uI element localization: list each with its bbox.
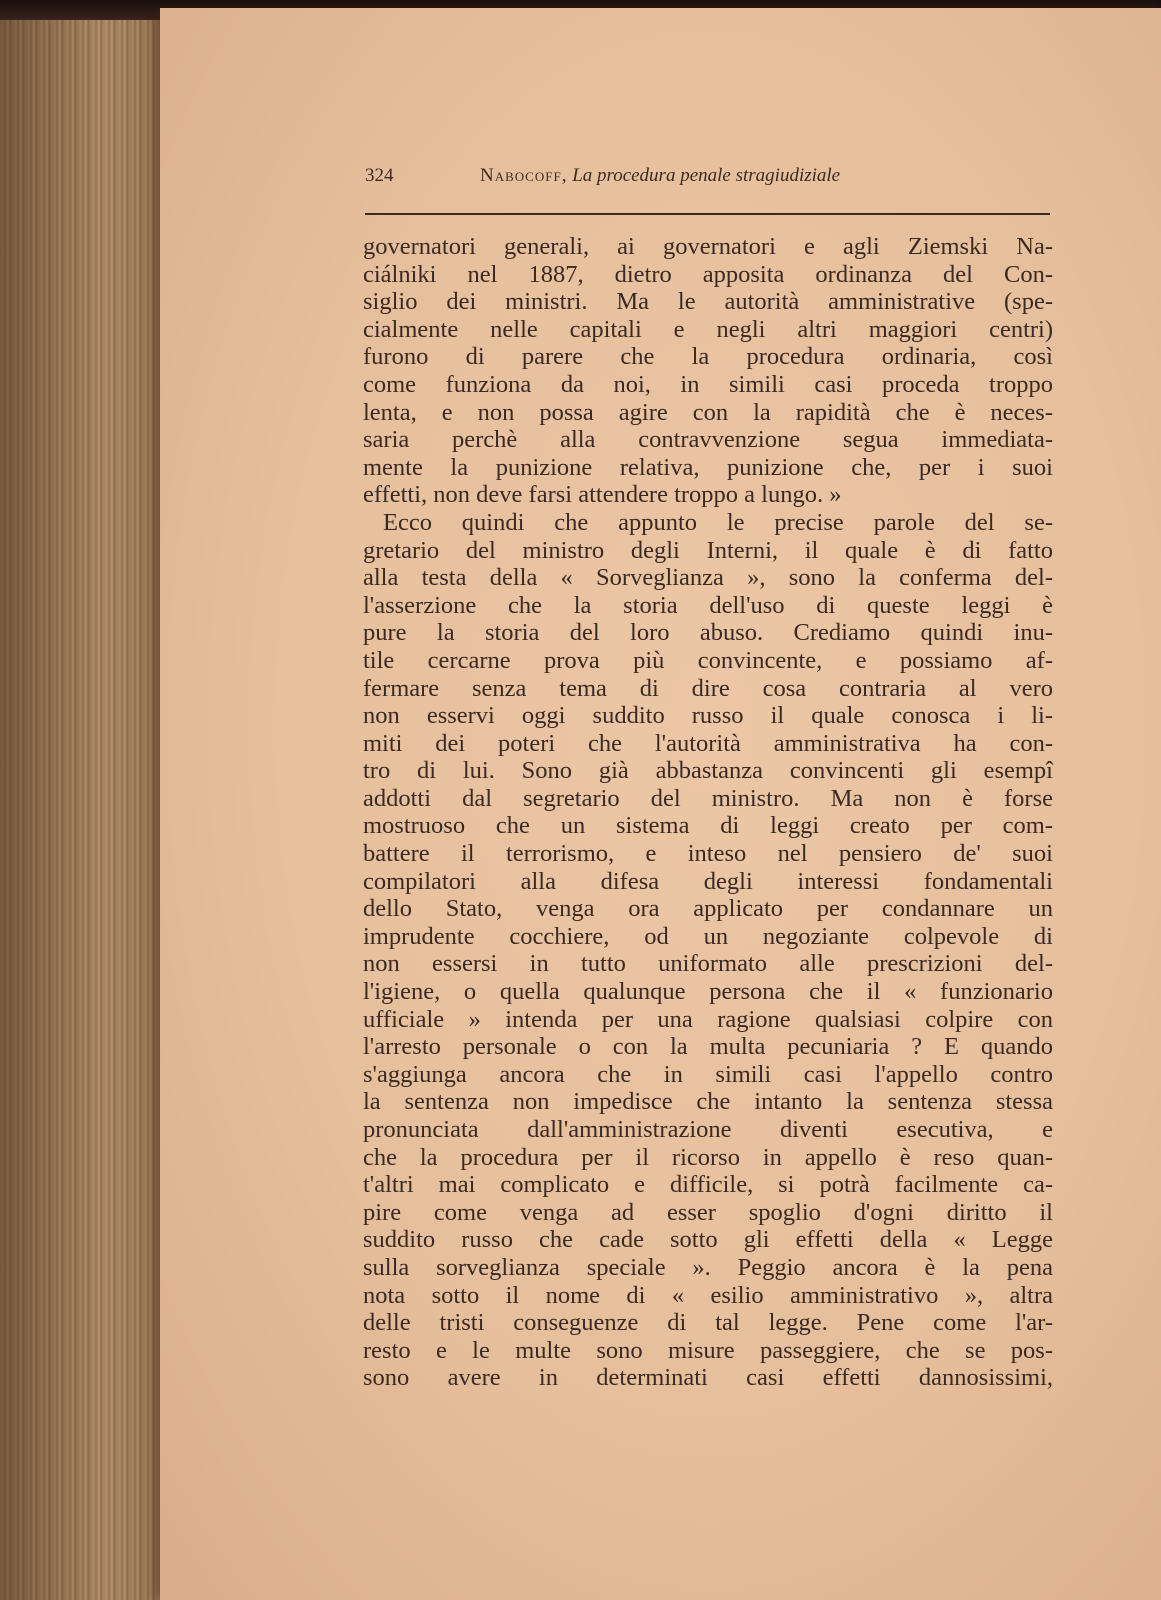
text-line: effetti, non deve farsi attendere troppo a lungo. » bbox=[363, 481, 842, 509]
text-line: fermare senza tema di dire cosa contraria al vero bbox=[363, 674, 1053, 702]
text-line: addotti dal segretario del ministro. Ma non è forse bbox=[363, 784, 1053, 812]
text-line: dello Stato, venga ora applicato per condannare un bbox=[363, 895, 1053, 923]
text-line: suddito russo che cade sotto gli effetti della « Legge bbox=[363, 1226, 1053, 1254]
text-line: Ecco quindi che appunto le precise parole del se- bbox=[383, 508, 1053, 536]
running-head bbox=[365, 165, 1050, 195]
text-line: non esservi oggi suddito russo il quale conosca i li- bbox=[363, 702, 1053, 730]
text-line: governatori generali, ai governatori e agli Ziemski Na- bbox=[363, 233, 1053, 260]
text-line: t'altri mai complicato e difficile, si potrà facilmente ca- bbox=[363, 1171, 1053, 1199]
text-line: l'igiene, o quella qualunque persona che il « funzionario bbox=[363, 978, 1053, 1006]
text-line: pire come venga ad esser spoglio d'ogni diritto il bbox=[363, 1198, 1053, 1226]
text-line: sono avere in determinati casi effetti dannosissimi, bbox=[363, 1364, 1053, 1392]
text-line: nota sotto il nome di « esilio amministrativo », altra bbox=[363, 1281, 1053, 1309]
text-line: s'aggiunga ancora che in simili casi l'appello contro bbox=[363, 1060, 1053, 1088]
text-line: delle tristi conseguenze di tal legge. Pene come l'ar- bbox=[363, 1309, 1053, 1337]
page-stack-shadow bbox=[0, 20, 175, 1600]
text-line: ufficiale » intenda per una ragione qualsiasi colpire con bbox=[363, 1005, 1053, 1033]
text-line: pronunciata dall'amministrazione diventi esecutiva, e bbox=[363, 1116, 1053, 1143]
text-line: mente la punizione relativa, punizione che, per i suoi bbox=[363, 453, 1053, 481]
text-line: pure la storia del loro abuso. Crediamo quindi inu- bbox=[363, 619, 1053, 647]
text-line: tro di lui. Sono già abbastanza convincenti gli esempî bbox=[363, 757, 1053, 785]
text-line: che la procedura per il ricorso in appello è reso quan- bbox=[363, 1143, 1053, 1171]
text-line: lenta, e non possa agire con la rapidità che è neces- bbox=[363, 398, 1053, 426]
text-line: come funziona da noi, in simili casi proceda troppo bbox=[363, 370, 1053, 398]
text-line: sulla sorveglianza speciale ». Peggio ancora è la pena bbox=[363, 1253, 1053, 1281]
header-author: Nabocoff, bbox=[480, 165, 568, 186]
text-line: gretario del ministro degli Interni, il quale è di fatto bbox=[363, 536, 1053, 564]
text-line: siglio dei ministri. Ma le autorità amministrative (spe- bbox=[363, 288, 1053, 316]
running-title bbox=[480, 165, 840, 187]
header-work: La procedura penale stragiudiziale bbox=[572, 165, 841, 186]
text-line: furono di parere che la procedura ordinaria, così bbox=[363, 343, 1053, 371]
page-number: 324 bbox=[365, 165, 394, 186]
header-rule bbox=[365, 213, 1050, 215]
text-line: l'asserzione che la storia dell'uso di queste leggi è bbox=[363, 591, 1053, 619]
text-line: la sentenza non impedisce che intanto la sentenza stessa bbox=[363, 1088, 1053, 1116]
text-line: alla testa della « Sorveglianza », sono la conferma del- bbox=[363, 564, 1053, 592]
text-line: cialmente nelle capitali e negli altri maggiori centri) bbox=[363, 315, 1053, 343]
text-line: resto e le multe sono misure passeggiere, che se pos- bbox=[363, 1336, 1053, 1364]
text-line: ciálniki nel 1887, dietro apposita ordinanza del Con- bbox=[363, 260, 1053, 288]
body-text bbox=[363, 233, 1053, 1392]
text-line: mostruoso che un sistema di leggi creato per com- bbox=[363, 812, 1053, 840]
text-line: compilatori alla difesa degli interessi fondamentali bbox=[363, 867, 1053, 895]
text-line: non essersi in tutto uniformato alle prescrizioni del- bbox=[363, 950, 1053, 978]
text-line: saria perchè alla contravvenzione segua immediata- bbox=[363, 426, 1053, 454]
text-line: battere il terrorismo, e inteso nel pensiero de' suoi bbox=[363, 840, 1053, 868]
text-line: tile cercarne prova più convincente, e possiamo af- bbox=[363, 646, 1053, 674]
text-line: imprudente cocchiere, od un negoziante colpevole di bbox=[363, 922, 1053, 950]
text-line: miti dei poteri che l'autorità amministrativa ha con- bbox=[363, 729, 1053, 757]
text-line: l'arresto personale o con la multa pecuniaria ? E quando bbox=[363, 1033, 1053, 1061]
